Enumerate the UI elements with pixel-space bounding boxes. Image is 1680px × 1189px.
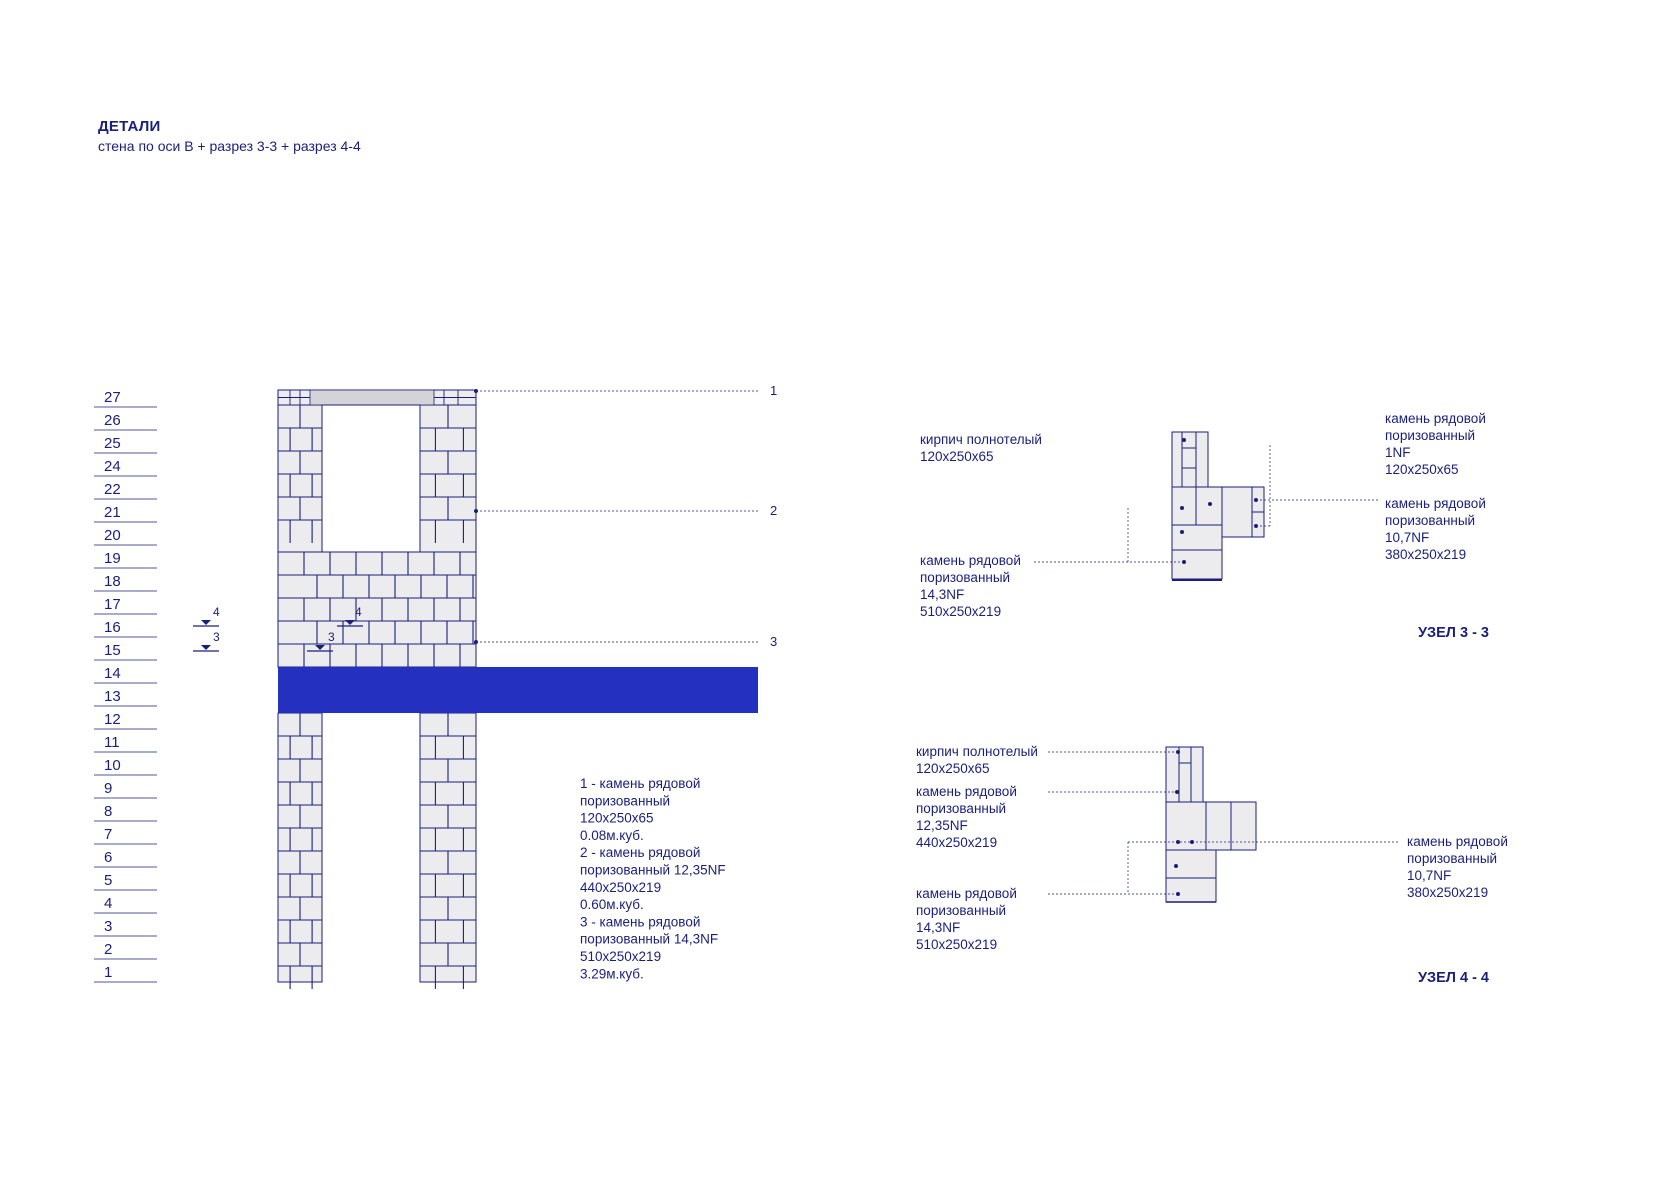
node33-brick-column — [1172, 432, 1208, 487]
node44-title: УЗЕЛ 4 - 4 — [1418, 970, 1489, 986]
node33-side-block — [1222, 487, 1252, 537]
node44-right-line: 380x250x219 — [1407, 885, 1489, 900]
row-label: 24 — [104, 458, 121, 475]
row-label: 7 — [104, 826, 113, 843]
node33-right-top-line: 120x250x65 — [1385, 462, 1459, 477]
leader-dot — [1182, 438, 1186, 442]
node44-left-bottom-line: камень рядовой — [916, 886, 1017, 901]
legend-line: 440x250x219 — [580, 879, 662, 895]
node44-left-top-line: кирпич полнотелый — [916, 744, 1038, 759]
node44-left-mid-line: камень рядовой — [916, 784, 1017, 799]
legend-line: 510x250x219 — [580, 949, 662, 964]
row-label: 14 — [104, 665, 121, 682]
legend-line: 1 - камень рядовой — [580, 776, 701, 791]
node33-right-top-line: 1NF — [1385, 445, 1411, 460]
node33-left-bottom-line: 510x250x219 — [920, 604, 1002, 619]
row-label: 21 — [104, 504, 121, 521]
node44-left-mid-line: 12,35NF — [916, 818, 968, 833]
leader-dot — [1208, 502, 1212, 506]
node44-left-bottom-line: поризованный — [916, 903, 1007, 918]
row-scale — [94, 389, 157, 982]
section-mark-arrow — [201, 620, 211, 625]
leader-dot — [1174, 864, 1178, 868]
row-label: 4 — [104, 895, 113, 912]
row-label: 5 — [104, 872, 113, 889]
row-label: 20 — [104, 527, 121, 544]
node33-right-top-line: камень рядовой — [1385, 411, 1486, 426]
legend-line: 0.60м.куб. — [580, 897, 644, 913]
node33-right-bottom-line: 10,7NF — [1385, 530, 1430, 545]
section-mark-label: 3 — [328, 630, 335, 644]
row-label: 9 — [104, 780, 113, 797]
row-label: 15 — [104, 642, 121, 659]
node44-right-line: поризованный — [1407, 851, 1498, 866]
node44-left-bottom-line: 510x250x219 — [916, 937, 998, 952]
node-4-4 — [916, 744, 1508, 986]
drawing-subtitle: стена по оси В + разрез 3-3 + разрез 4-4 — [98, 138, 361, 154]
callout-number: 3 — [770, 634, 778, 649]
legend-line: 0.08м.куб. — [580, 827, 644, 843]
row-label: 27 — [104, 389, 121, 406]
callout-leaders — [474, 383, 777, 649]
row-label: 19 — [104, 550, 121, 567]
row-label: 22 — [104, 481, 121, 498]
row-label: 12 — [104, 711, 121, 728]
node33-left-bottom-line: поризованный — [920, 570, 1011, 585]
floor-slab — [278, 667, 758, 713]
legend-line: поризованный 12,35NF — [580, 862, 726, 878]
node33-main-block — [1172, 487, 1222, 579]
section-mark-arrow — [201, 645, 211, 650]
row-label: 17 — [104, 596, 121, 613]
leader-dot — [1180, 506, 1184, 510]
callout-number: 1 — [770, 383, 778, 398]
row-label: 1 — [104, 964, 113, 981]
legend-line: 120x250x65 — [580, 810, 654, 826]
floor-slab-layer — [278, 667, 758, 713]
node33-title: УЗЕЛ 3 - 3 — [1418, 625, 1489, 641]
node44-facing — [1231, 802, 1256, 850]
section-mark-label: 4 — [355, 605, 362, 619]
row-label: 25 — [104, 435, 121, 452]
node44-right-line: камень рядовой — [1407, 834, 1508, 849]
node44-right-line: 10,7NF — [1407, 868, 1452, 883]
lower-right-pier — [420, 713, 476, 982]
node44-side-block — [1206, 802, 1231, 850]
node33-left-bottom-line: 14,3NF — [920, 587, 965, 602]
row-label: 26 — [104, 412, 121, 429]
row-label: 8 — [104, 803, 113, 820]
legend-line: поризованный — [580, 793, 671, 809]
row-label: 6 — [104, 849, 113, 866]
sill-wall — [278, 552, 476, 667]
node44-brick-column — [1166, 747, 1203, 802]
legend-line: 3 - камень рядовой — [580, 914, 701, 930]
row-label: 11 — [104, 734, 120, 751]
node33-right-bottom-line: поризованный — [1385, 513, 1476, 528]
legend-line: 3.29м.куб. — [580, 966, 644, 982]
window-opening — [322, 405, 420, 552]
node33-right-bottom-line: 380x250x219 — [1385, 547, 1467, 562]
lower-left-pier — [278, 713, 322, 982]
material-legend — [580, 776, 726, 981]
row-label: 16 — [104, 619, 121, 636]
node44-left-top-line: 120x250x65 — [916, 761, 990, 776]
leader-dot — [1180, 530, 1184, 534]
section-mark-label: 3 — [213, 630, 220, 644]
node33-left-bottom-line: камень рядовой — [920, 553, 1021, 568]
node33-left-top-line: 120x250x65 — [920, 449, 994, 464]
legend-line: поризованный 14,3NF — [580, 931, 719, 947]
row-label: 18 — [104, 573, 121, 590]
node44-left-mid-line: 440x250x219 — [916, 835, 998, 850]
node33-right-bottom-line: камень рядовой — [1385, 496, 1486, 511]
lintel-block — [310, 390, 434, 405]
section-mark-label: 4 — [213, 605, 220, 619]
row-label: 3 — [104, 918, 113, 935]
node44-left-mid-line: поризованный — [916, 801, 1007, 816]
legend-line: 2 - камень рядовой — [580, 845, 701, 861]
node44-left-bottom-line: 14,3NF — [916, 920, 961, 935]
drawing-title: ДЕТАЛИ — [98, 118, 161, 135]
row-label: 2 — [104, 941, 113, 958]
node44-stone-12nf — [1166, 802, 1206, 850]
callout-number: 2 — [770, 503, 778, 518]
row-label: 10 — [104, 757, 121, 774]
node33-right-top-line: поризованный — [1385, 428, 1476, 443]
node33-left-top-line: кирпич полнотелый — [920, 432, 1042, 447]
node-3-3 — [920, 411, 1489, 641]
row-label: 13 — [104, 688, 121, 705]
